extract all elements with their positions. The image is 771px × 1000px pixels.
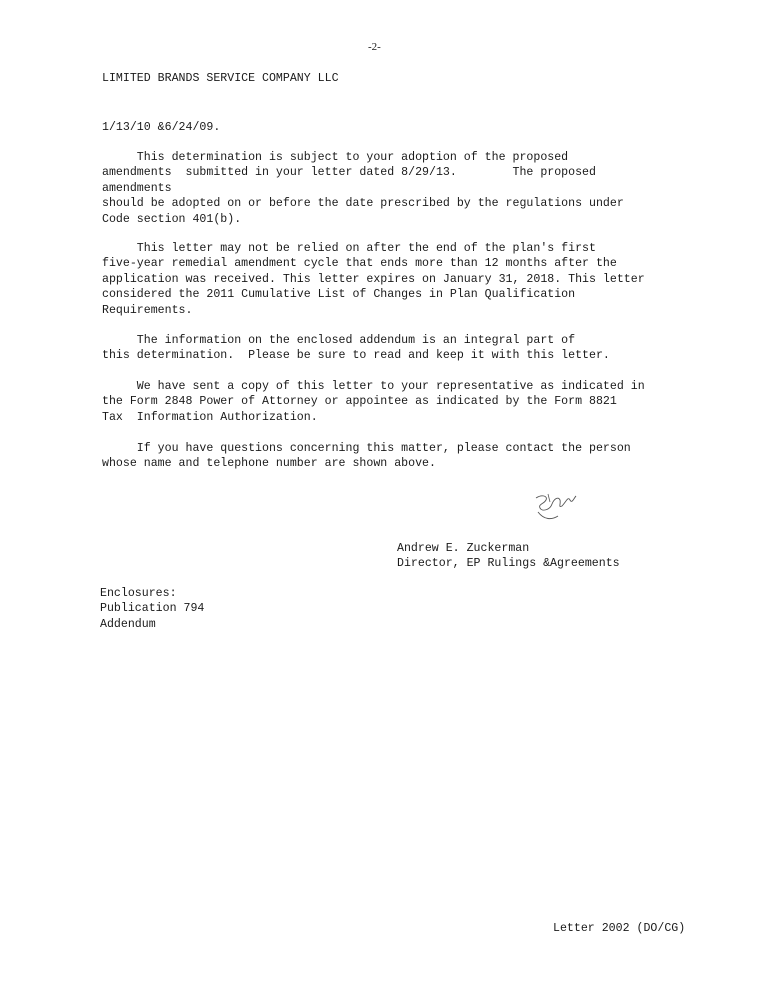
page-number: -2- bbox=[368, 41, 381, 53]
text-line: This letter may not be relied on after the end of the plan's first bbox=[102, 242, 596, 255]
text-line: whose name and telephone number are shown above. bbox=[102, 457, 436, 471]
text-line: Code section 401(b). bbox=[102, 212, 242, 226]
dates-line: 1/13/10 &6/24/09. bbox=[102, 121, 221, 134]
text-line: should be adopted on or before the date prescribed by the regulations under bbox=[102, 197, 624, 211]
text-line: We have sent a copy of this letter to your representative as indicated in bbox=[102, 380, 645, 393]
recipient-name: LIMITED BRANDS SERVICE COMPANY LLC bbox=[102, 72, 339, 85]
text-line: This determination is subject to your adoption of the proposed bbox=[102, 151, 569, 164]
text-line: Requirements. bbox=[102, 303, 193, 317]
paragraph-addendum bbox=[102, 333, 702, 364]
paragraph-representative bbox=[102, 379, 702, 425]
enclosures-heading: Enclosures: bbox=[100, 587, 177, 600]
paragraph-questions bbox=[102, 441, 702, 472]
letter-footer: Letter 2002 (DO/CG) bbox=[553, 922, 686, 935]
text-line: application was received. This letter expires on January 31, 2018. This letter bbox=[102, 272, 645, 286]
text-line: considered the 2011 Cumulative List of Changes in Plan Qualification bbox=[102, 288, 576, 302]
text-line: amendments bbox=[102, 181, 172, 195]
handwritten-signature bbox=[528, 490, 578, 526]
paragraph-adoption bbox=[102, 150, 702, 227]
paragraph-reliance bbox=[102, 241, 702, 318]
signature-block bbox=[397, 541, 620, 572]
text-line: five-year remedial amendment cycle that ends more than 12 months after the bbox=[102, 257, 617, 271]
text-line: Tax Information Authorization. bbox=[102, 410, 318, 424]
enclosure-item: Addendum bbox=[100, 617, 156, 631]
text-line: If you have questions concerning this matter, please contact the person bbox=[102, 442, 631, 455]
text-line: this determination. Please be sure to read and keep it with this letter. bbox=[102, 349, 610, 363]
signer-name: Andrew E. Zuckerman bbox=[397, 542, 530, 555]
enclosures-list bbox=[100, 586, 204, 632]
enclosure-item: Publication 794 bbox=[100, 602, 205, 616]
signer-title: Director, EP Rulings &Agreements bbox=[397, 557, 620, 571]
text-line: The information on the enclosed addendum is an integral part of bbox=[102, 334, 576, 347]
text-line: amendments submitted in your letter dated 8/29/13. The proposed bbox=[102, 166, 596, 180]
text-line: the Form 2848 Power of Attorney or appointee as indicated by the Form 8821 bbox=[102, 395, 617, 409]
